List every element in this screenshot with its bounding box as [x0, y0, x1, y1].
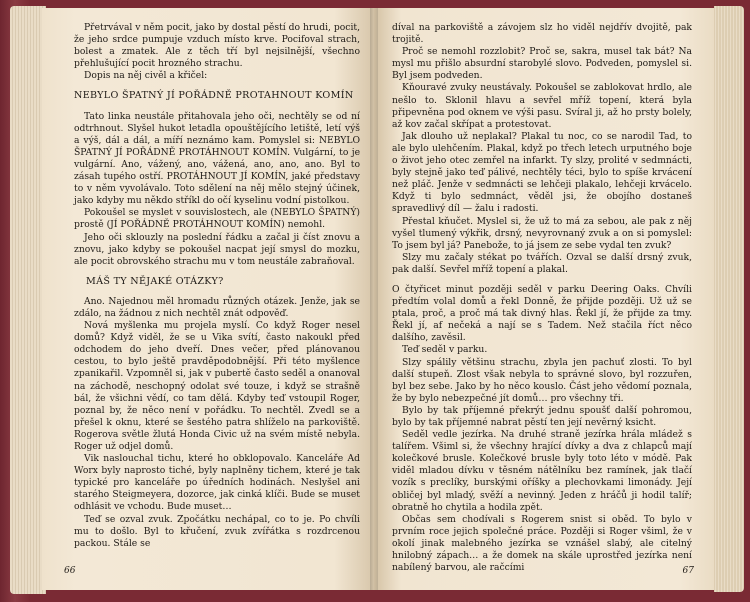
paragraph: Ano. Najednou měl hromadu různých otázek. Jenže, jak se zdálo, na žádnou z nich nechtěl znát odpověď.	[74, 295, 360, 319]
letter-line-heading: NEBYLO ŠPATNÝ JÍ POŘÁDNĚ PROTAHNOUT KOMÍN	[74, 90, 354, 102]
paragraph: Vik naslouchal tichu, které ho obklopovalo. Kanceláře Ad Worx byly naprosto tiché, byly naplněny tichem, které je tak typické pro kanceláře po úředních hodinách. Neslyšel ani starého Steigmeyera, dozorce, jak cinká klíči. Bude se muset odhlásit ve vchodu. Bude muset…	[74, 453, 360, 513]
left-page	[42, 8, 374, 590]
paragraph: Bylo by tak příjemné překrýt jednu spoušť další pohromou, bylo by tak příjemné nabrat pěstí ten její nevěrný ksicht.	[392, 404, 692, 428]
paragraph: Slzy mu začaly stékat po tvářích. Ozval se další drsný zvuk, pak další. Sevřel mříž topení a plakal.	[392, 251, 692, 275]
paragraph: Tato linka neustále přitahovala jeho oči, nechtěly se od ní odtrhnout. Slyšel hukot letadla opouštějícího letiště, letí výš a výš, dál a dál, a míří neznámo kam. Pomyslel si: NEBYLO ŠPATNÝ JÍ POŘÁDNĚ PROTÁHNOUT KOMÍN. Vulgární, to je vulgární. Ano, vážený, ano, vážená, ano, ano, ano. Byl to zásah tupého ostří. PROTÁHNOUT JÍ KOMÍN, jaké představy to v něm vyvolávalo. Toto sdělení na něj mělo stejný účinek, jako kdyby mu někdo stříkl do očí kyselinu vodní pistolkou.	[74, 110, 360, 207]
paragraph: Přetrvával v něm pocit, jako by dostal pěstí do hrudi, pocit, že jeho srdce pumpuje vzduch místo krve. Pocifoval strach, bolest a zmatek. Ale z těch tří byl nejsilnější, všechno přehlušující pocit hrozného strachu.	[74, 22, 360, 70]
paragraph: Pokoušel se myslet v souvislostech, ale (NEBYLO ŠPATNÝ) prostě (JÍ POŘÁDNĚ PROTÁHNOUT KOMÍN) nemohl.	[74, 207, 360, 231]
paragraph: O čtyřicet minut později seděl v parku Deering Oaks. Chvíli předtím volal domů a řekl Donně, že přijde později. Už už se ptala, proč, a proč má tak divný hlas. Řekl jí, že přijde za tmy. Řekl jí, af nečeká a nají se s Tadem. Než stačila říct něco dalšího, zavěsil.	[392, 283, 692, 344]
letter-question-heading: MÁŠ TY NĚJAKÉ OTÁZKY?	[86, 275, 224, 287]
paragraph: Proč se nemohl rozzlobit? Proč se, sakra, musel tak bát? Na mysl mu přišlo absurdní starobylé slovo. Podveden, pomyslel si. Byl jsem podveden.	[392, 46, 692, 82]
paragraph: Nová myšlenka mu projela myslí. Co když Roger nesel domů? Když viděl, že se u Vika svítí, často nakoukl před odchodem do jeho dveří. Dnes večer, před plánovanou cestou, to bylo ještě pravděpodobnější. Při této myšlence zpanikařil. Vzpomněl si, jak v pubertě často seděl a onanoval na záchodě, neschopný odolat své touze, i když se strašně bál, že všichni vědí, co tam dělá. Kdyby teď vstoupil Roger, poznal by, že něco není v pořádku. To nechtěl. Zvedl se a přešel k oknu, které se šestého patra shlíželo na parkoviště. Rogerova světle žlutá Honda Civic už na svém místě nebyla. Roger už odjel domů.	[74, 320, 360, 452]
paragraph: Jak dlouho už neplakal? Plakal tu noc, co se narodil Tad, to ale bylo ulehčením. Plakal, když po třech letech urputného boje o život jeho otec zemřel na infarkt. Ty slzy, prolité v sedmnácti, byly stejně jako teď pálivé, nechtěly téci, bylo to spíše krvácení než pláč. Jenže v sedmnácti se lehčeji plakalo, lehčeji krvácelo. Když ti bylo sedmnáct, věděl jsi, že obojího dostaneš spravedlivý díl — žalu i radosti.	[392, 130, 692, 215]
paragraph: Kňouravé zvuky neustávaly. Pokoušel se zablokovat hrdlo, ale nešlo to. Sklonil hlavu a sevřel mříž topení, která byla připevněna pod oknem ve výši pasu. Svíral ji, až ho prsty bolely, až kov začal skřípat a protestovat.	[392, 82, 692, 130]
paragraph: Občas sem chodívali s Rogerem snist si oběd. To bylo v prvním roce jejich společné práce. Později si Roger všiml, že v okolí jinak malebného jezírka se vznášel slabý, ale citelný hnilobný zápach… a že domek na skále uprostřed jezírka není nabílený barvou, ale račcími	[392, 513, 692, 574]
page-number: 67	[682, 566, 694, 576]
paragraph: Slzy spálily většinu strachu, zbyla jen pachuť zlosti. To byl další stupeň. Zlost však nebyla to správné slovo, byl rozzuřen, byl bez sebe. Jako by ho něco kouslo. Část jeho vědomí poznala, že by bylo nebezpečné jít domů… pro všechny tři.	[392, 356, 692, 404]
paragraph: Jeho oči sklouzly na poslední řádku a začal ji číst znovu a znovu, jako kdyby se pokoušel nacpat její smysl do mozku, ale pocit obrovského strachu mu v tom neustále zabraňoval.	[74, 231, 360, 267]
page-edges-right	[714, 6, 744, 592]
paragraph: díval na parkoviště a závojem slz ho viděl nejdřív dvojitě, pak trojitě.	[392, 22, 692, 46]
page-number: 66	[64, 566, 76, 576]
paragraph: Teď seděl v parku.	[402, 344, 488, 356]
book-gutter	[370, 8, 378, 590]
paragraph: Teď se ozval zvuk. Zpočátku nechápal, co to je. Po chvíli mu to došlo. Byl to křučení, zvuk zvířátka s rozdrcenou packou. Stále se	[74, 513, 360, 549]
paragraph: Přestal kňučet. Myslel si, že už to má za sebou, ale pak z něj vyšel tlumený výkřik, drsný, nevyrovnaný zvuk a on si pomyslel: To jsem byl já? Panebože, to já jsem ze sebe vydal ten zvuk?	[392, 215, 692, 251]
paragraph: Dopis na něj civěl a křičel:	[84, 70, 208, 82]
page-edges-left	[10, 6, 46, 594]
right-page	[374, 8, 714, 590]
paragraph: Seděl vedle jezírka. Na druhé straně jezírka hrála mládež s talířem. Všiml si, že všechny hrající dívky a dva z chlapců mají kolečkové brusle. Kolečkové brusle byly toto léto v módě. Pak viděl mladou dívku v těsném nátělníku bez ramínek, jak tlačí vozík s preclíky, burskými oříšky a plechovkami limonády. Její obličej byl mladý, svěží a nevinný. Jeden z hráčů ji hodil talíř; obratně ho chytila a hodila zpět.	[392, 429, 692, 513]
